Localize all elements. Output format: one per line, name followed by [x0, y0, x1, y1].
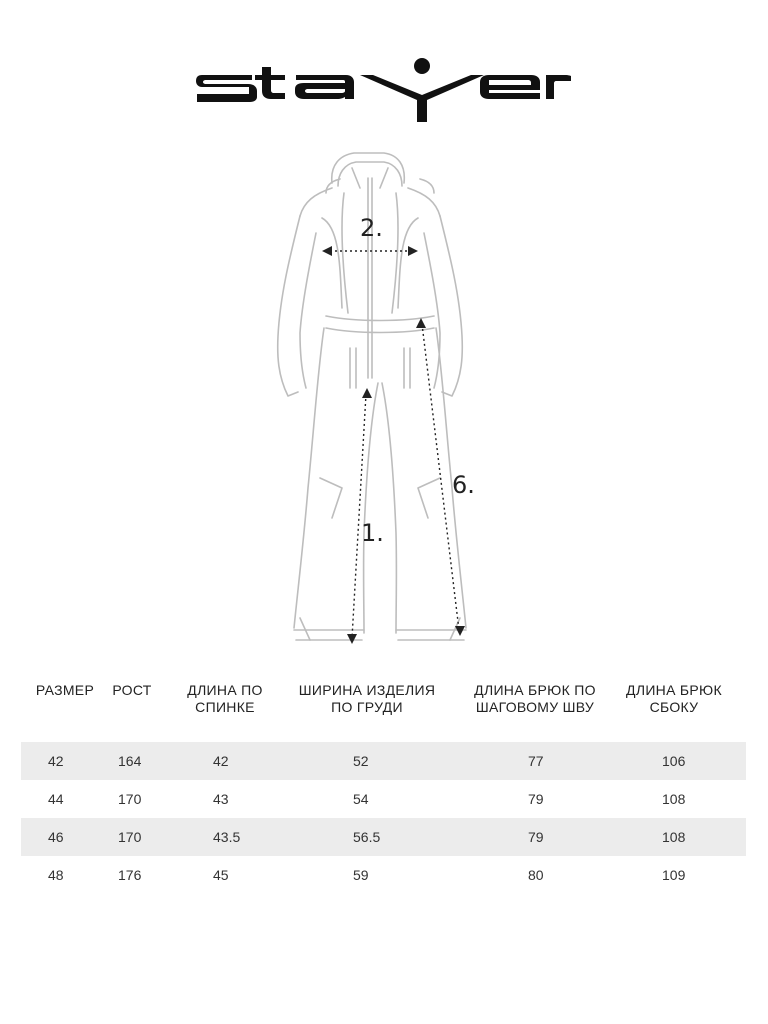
header-side-length: ДЛИНА БРЮК СБОКУ — [626, 682, 722, 715]
cell-chest-width: 52 — [353, 753, 369, 769]
cell-back-length: 42 — [213, 753, 229, 769]
table-row — [21, 742, 746, 780]
table-row — [21, 856, 746, 894]
size-table-header — [0, 682, 768, 722]
cell-height: 164 — [118, 753, 142, 769]
header-back-length: ДЛИНА ПО СПИНКЕ — [187, 682, 263, 715]
stayer-logo — [0, 52, 768, 132]
cell-size: 42 — [48, 753, 64, 769]
cell-size: 46 — [48, 829, 64, 845]
cell-side-length: 109 — [662, 867, 686, 883]
cell-size: 44 — [48, 791, 64, 807]
size-table-body — [21, 742, 746, 894]
cell-height: 170 — [118, 829, 142, 845]
measure-label-inseam: 1. — [361, 519, 384, 547]
cell-chest-width: 59 — [353, 867, 369, 883]
table-row — [21, 780, 746, 818]
cell-chest-width: 56.5 — [353, 829, 381, 845]
header-height: РОСТ — [112, 682, 152, 698]
cell-chest-width: 54 — [353, 791, 369, 807]
cell-inseam-length: 79 — [528, 829, 544, 845]
cell-back-length: 45 — [213, 867, 229, 883]
header-size: РАЗМЕР — [35, 682, 95, 698]
table-row — [21, 818, 746, 856]
cell-back-length: 43 — [213, 791, 229, 807]
cell-size: 48 — [48, 867, 64, 883]
cell-side-length: 108 — [662, 829, 686, 845]
measure-label-side: 6. — [452, 471, 475, 499]
cell-side-length: 108 — [662, 791, 686, 807]
measure-label-chest: 2. — [360, 214, 383, 242]
cell-height: 176 — [118, 867, 142, 883]
cell-inseam-length: 80 — [528, 867, 544, 883]
header-chest-width: ШИРИНА ИЗДЕЛИЯ ПО ГРУДИ — [298, 682, 436, 715]
cell-inseam-length: 79 — [528, 791, 544, 807]
cell-back-length: 43.5 — [213, 829, 241, 845]
cell-inseam-length: 77 — [528, 753, 544, 769]
cell-height: 170 — [118, 791, 142, 807]
cell-side-length: 106 — [662, 753, 686, 769]
header-inseam-length: ДЛИНА БРЮК ПО ШАГОВОМУ ШВУ — [474, 682, 596, 715]
